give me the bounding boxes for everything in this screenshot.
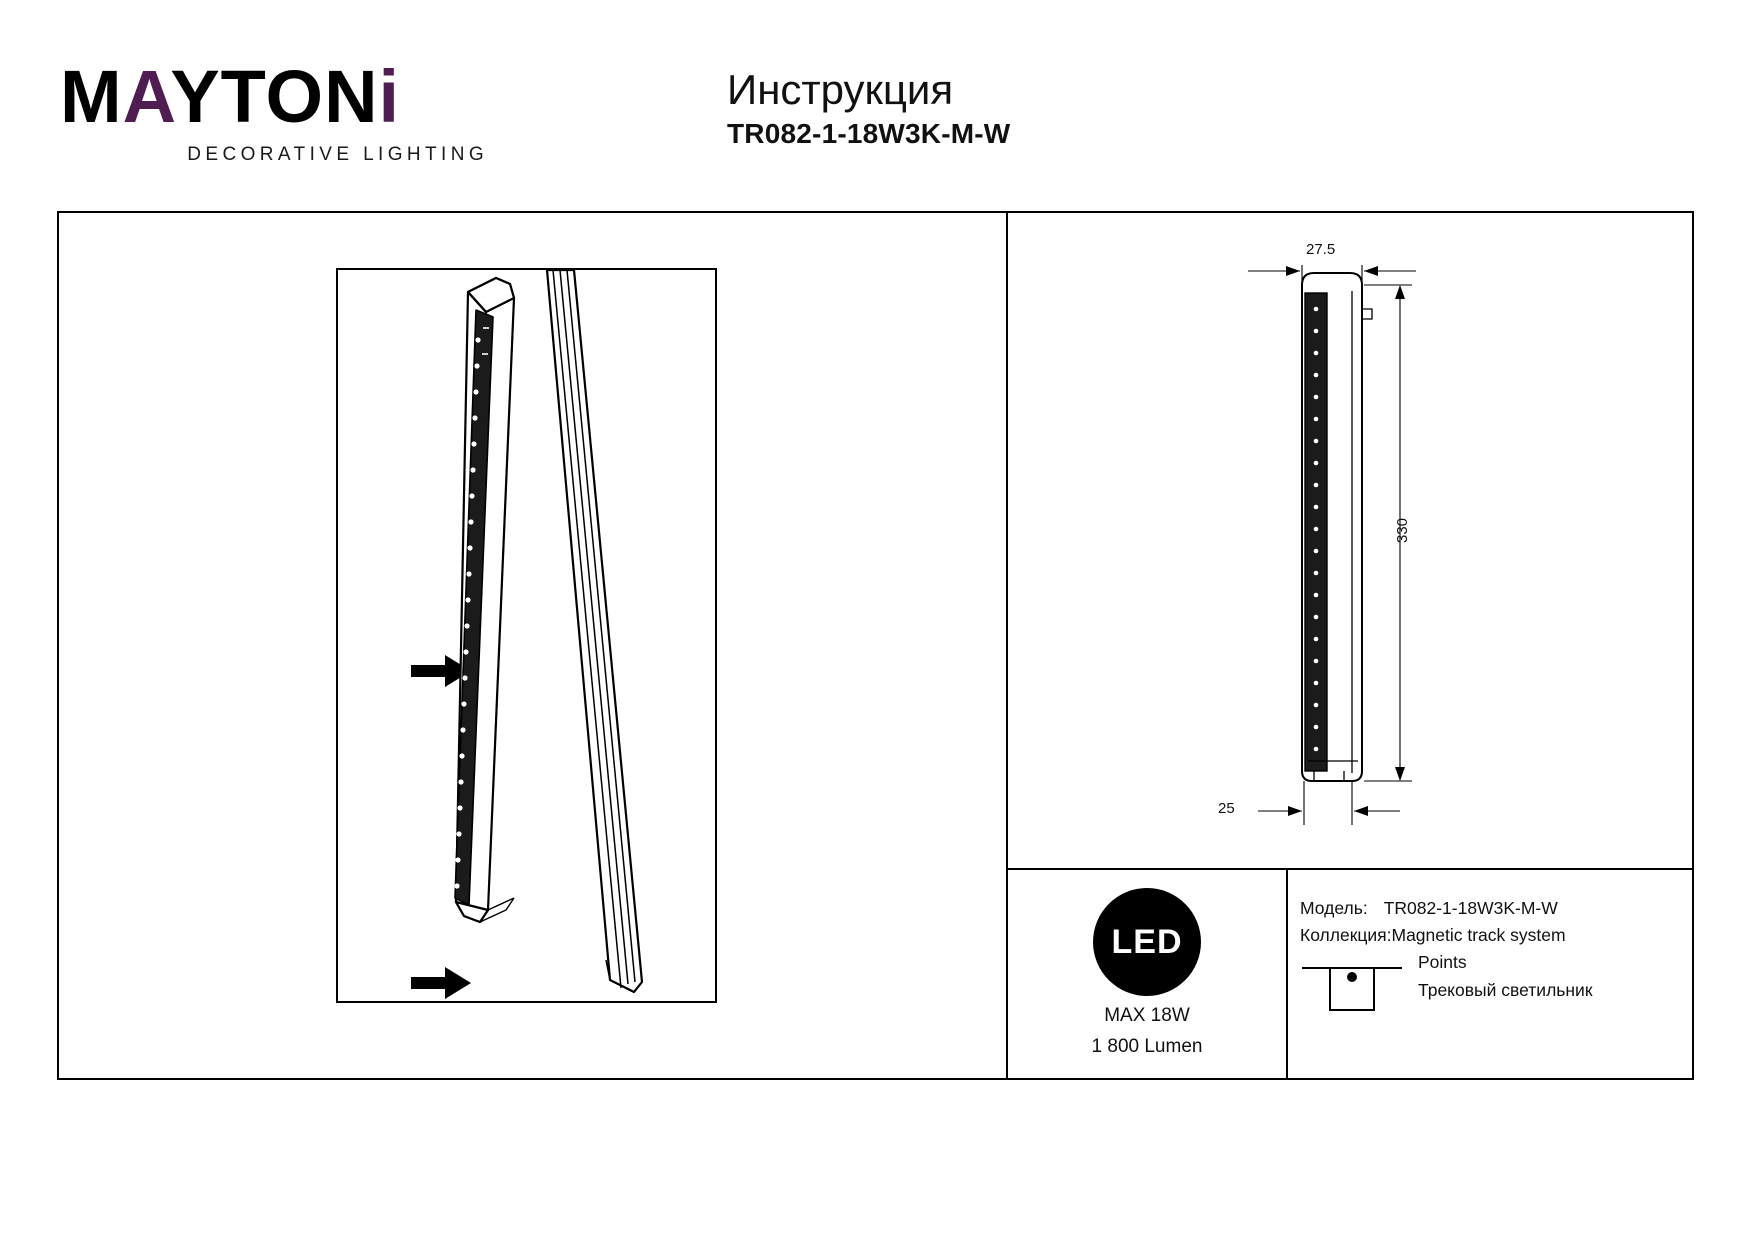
page-header — [0, 0, 1754, 210]
brand-logo — [60, 55, 490, 166]
product-illustration-box — [336, 268, 717, 1003]
led-badge-icon — [1093, 888, 1201, 996]
illustration-panel — [59, 213, 1006, 1078]
led-badge — [1008, 870, 1286, 1080]
model-row-model — [1300, 898, 1558, 919]
led-lumen: 1 800 Lumen — [1091, 1036, 1203, 1057]
dimension-drawing — [1008, 213, 1694, 868]
collection-label: Коллекция: — [1300, 925, 1392, 945]
brand-wordmark: MAYTONi — [60, 55, 401, 138]
dimension-width-label: 27.5 — [1306, 241, 1336, 258]
led-label: LED — [1111, 922, 1183, 961]
track-fixture-icon — [1298, 952, 1406, 1014]
info-vertical-divider — [1286, 868, 1288, 1080]
product-illustration — [338, 270, 715, 1001]
model-info — [1290, 870, 1694, 1080]
collection-value-second: Points — [1418, 952, 1467, 972]
model-row-collection — [1300, 925, 1566, 946]
page-model-code: TR082-1-18W3K-M-W — [727, 118, 1011, 149]
dimension-panel — [1008, 213, 1694, 1078]
content-frame — [57, 211, 1694, 1080]
dimension-depth-label: 25 — [1218, 800, 1235, 817]
product-type-value: Трековый светильник — [1418, 980, 1593, 1000]
dimension-height-label: 330 — [1394, 517, 1411, 543]
model-value: TR082-1-18W3K-M-W — [1383, 898, 1558, 918]
model-label: Модель: — [1300, 898, 1368, 918]
led-max-power: MAX 18W — [1104, 1005, 1190, 1026]
page-title: Инструкция — [727, 66, 954, 113]
brand-tagline: DECORATIVE LIGHTING — [187, 144, 488, 166]
collection-value: Magnetic track system — [1391, 925, 1566, 945]
